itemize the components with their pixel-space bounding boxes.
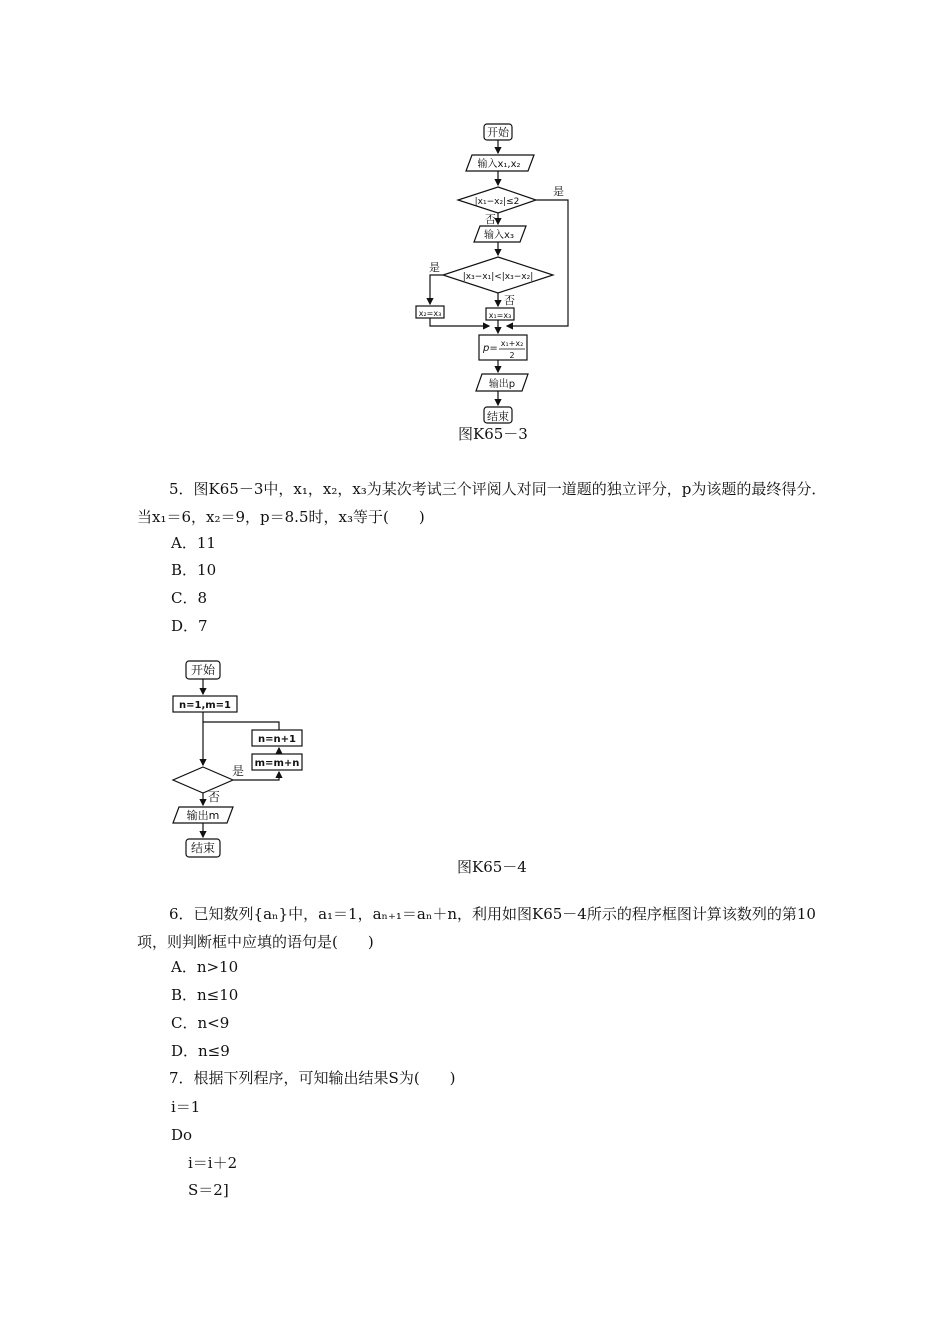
fc3-no2-label: 否 [504, 294, 515, 307]
fc3-cond2-label: |x₃−x₁|<|x₃−x₂| [462, 272, 534, 282]
fc3-yes1-label: 是 [553, 185, 564, 198]
q5-option-b: B．10 [171, 561, 217, 579]
fc4-end-label: 结束 [190, 841, 216, 855]
fc4-step-n-label: n=n+1 [258, 734, 296, 745]
fc3-output-label: 输出p [488, 379, 516, 390]
fc4-init-label: n=1,m=1 [178, 700, 232, 711]
question-5-stem: 5．图K65－3中，x₁，x₂，x₃为某次考试三个评阅人对同一道题的独立评分，p为该题的最终得分．当x₁＝6，x₂＝9，p＝8.5时，x₃等于( ) [137, 480, 827, 526]
fc4-step-m-label: m=m+n [254, 758, 300, 769]
fc4-start-label: 开始 [190, 663, 216, 677]
fc3-formula-p: p= [483, 343, 498, 354]
fc3-cond1-label: |x₁−x₂|≤2 [474, 197, 520, 207]
fc3-no1-label: 否 [485, 213, 496, 226]
q6-option-b: B．n≤10 [171, 986, 239, 1004]
flowchart-k65-3 [400, 115, 590, 425]
q6-option-c: C．n<9 [171, 1014, 230, 1032]
fc3-input-label: 输入x₁,x₂ [477, 159, 521, 170]
q7-code-line-4: S＝2] [188, 1181, 229, 1199]
fc3-input3-label: 输入x₃ [484, 230, 514, 241]
q5-option-d: D．7 [171, 617, 208, 635]
figure-caption-k65-4: 图K65－4 [457, 858, 527, 876]
fc4-yes-label: 是 [232, 764, 245, 778]
fc4-no-label: 否 [208, 790, 221, 804]
flowchart-k65-4 [165, 655, 315, 865]
fc4-decision-box [173, 767, 233, 793]
figure-caption-k65-3: 图K65－3 [458, 425, 528, 443]
q5-option-c: C．8 [171, 589, 208, 607]
q7-code-line-1: i＝1 [171, 1098, 201, 1116]
q7-code-line-3: i＝i＋2 [188, 1154, 238, 1172]
fc4-output-label: 输出m [186, 809, 220, 822]
fc3-end-label: 结束 [487, 410, 509, 423]
fc3-yes2-label: 是 [429, 261, 440, 274]
question-6-stem: 6．已知数列{aₙ}中，a₁＝1，aₙ₊₁＝aₙ＋n，利用如图K65－4所示的程序框图计算该数列的第10项，则判断框中应填的语句是( ) [137, 905, 816, 951]
q5-option-a: A．11 [171, 534, 216, 552]
fc3-start-label: 开始 [487, 126, 509, 139]
fc3-assign-right-label: x₁=x₃ [488, 311, 512, 320]
q6-option-d: D．n≤9 [171, 1042, 230, 1060]
q7-code-line-2: Do [171, 1126, 193, 1144]
question-7-stem: 7．根据下列程序，可知输出结果S为( ) [169, 1069, 456, 1087]
fc3-formula-denominator: 2 [509, 351, 515, 360]
fc3-formula-numerator: x₁+x₂ [500, 339, 524, 348]
q6-option-a: A．n>10 [171, 958, 239, 976]
fc3-assign-left-label: x₂=x₃ [418, 309, 442, 318]
